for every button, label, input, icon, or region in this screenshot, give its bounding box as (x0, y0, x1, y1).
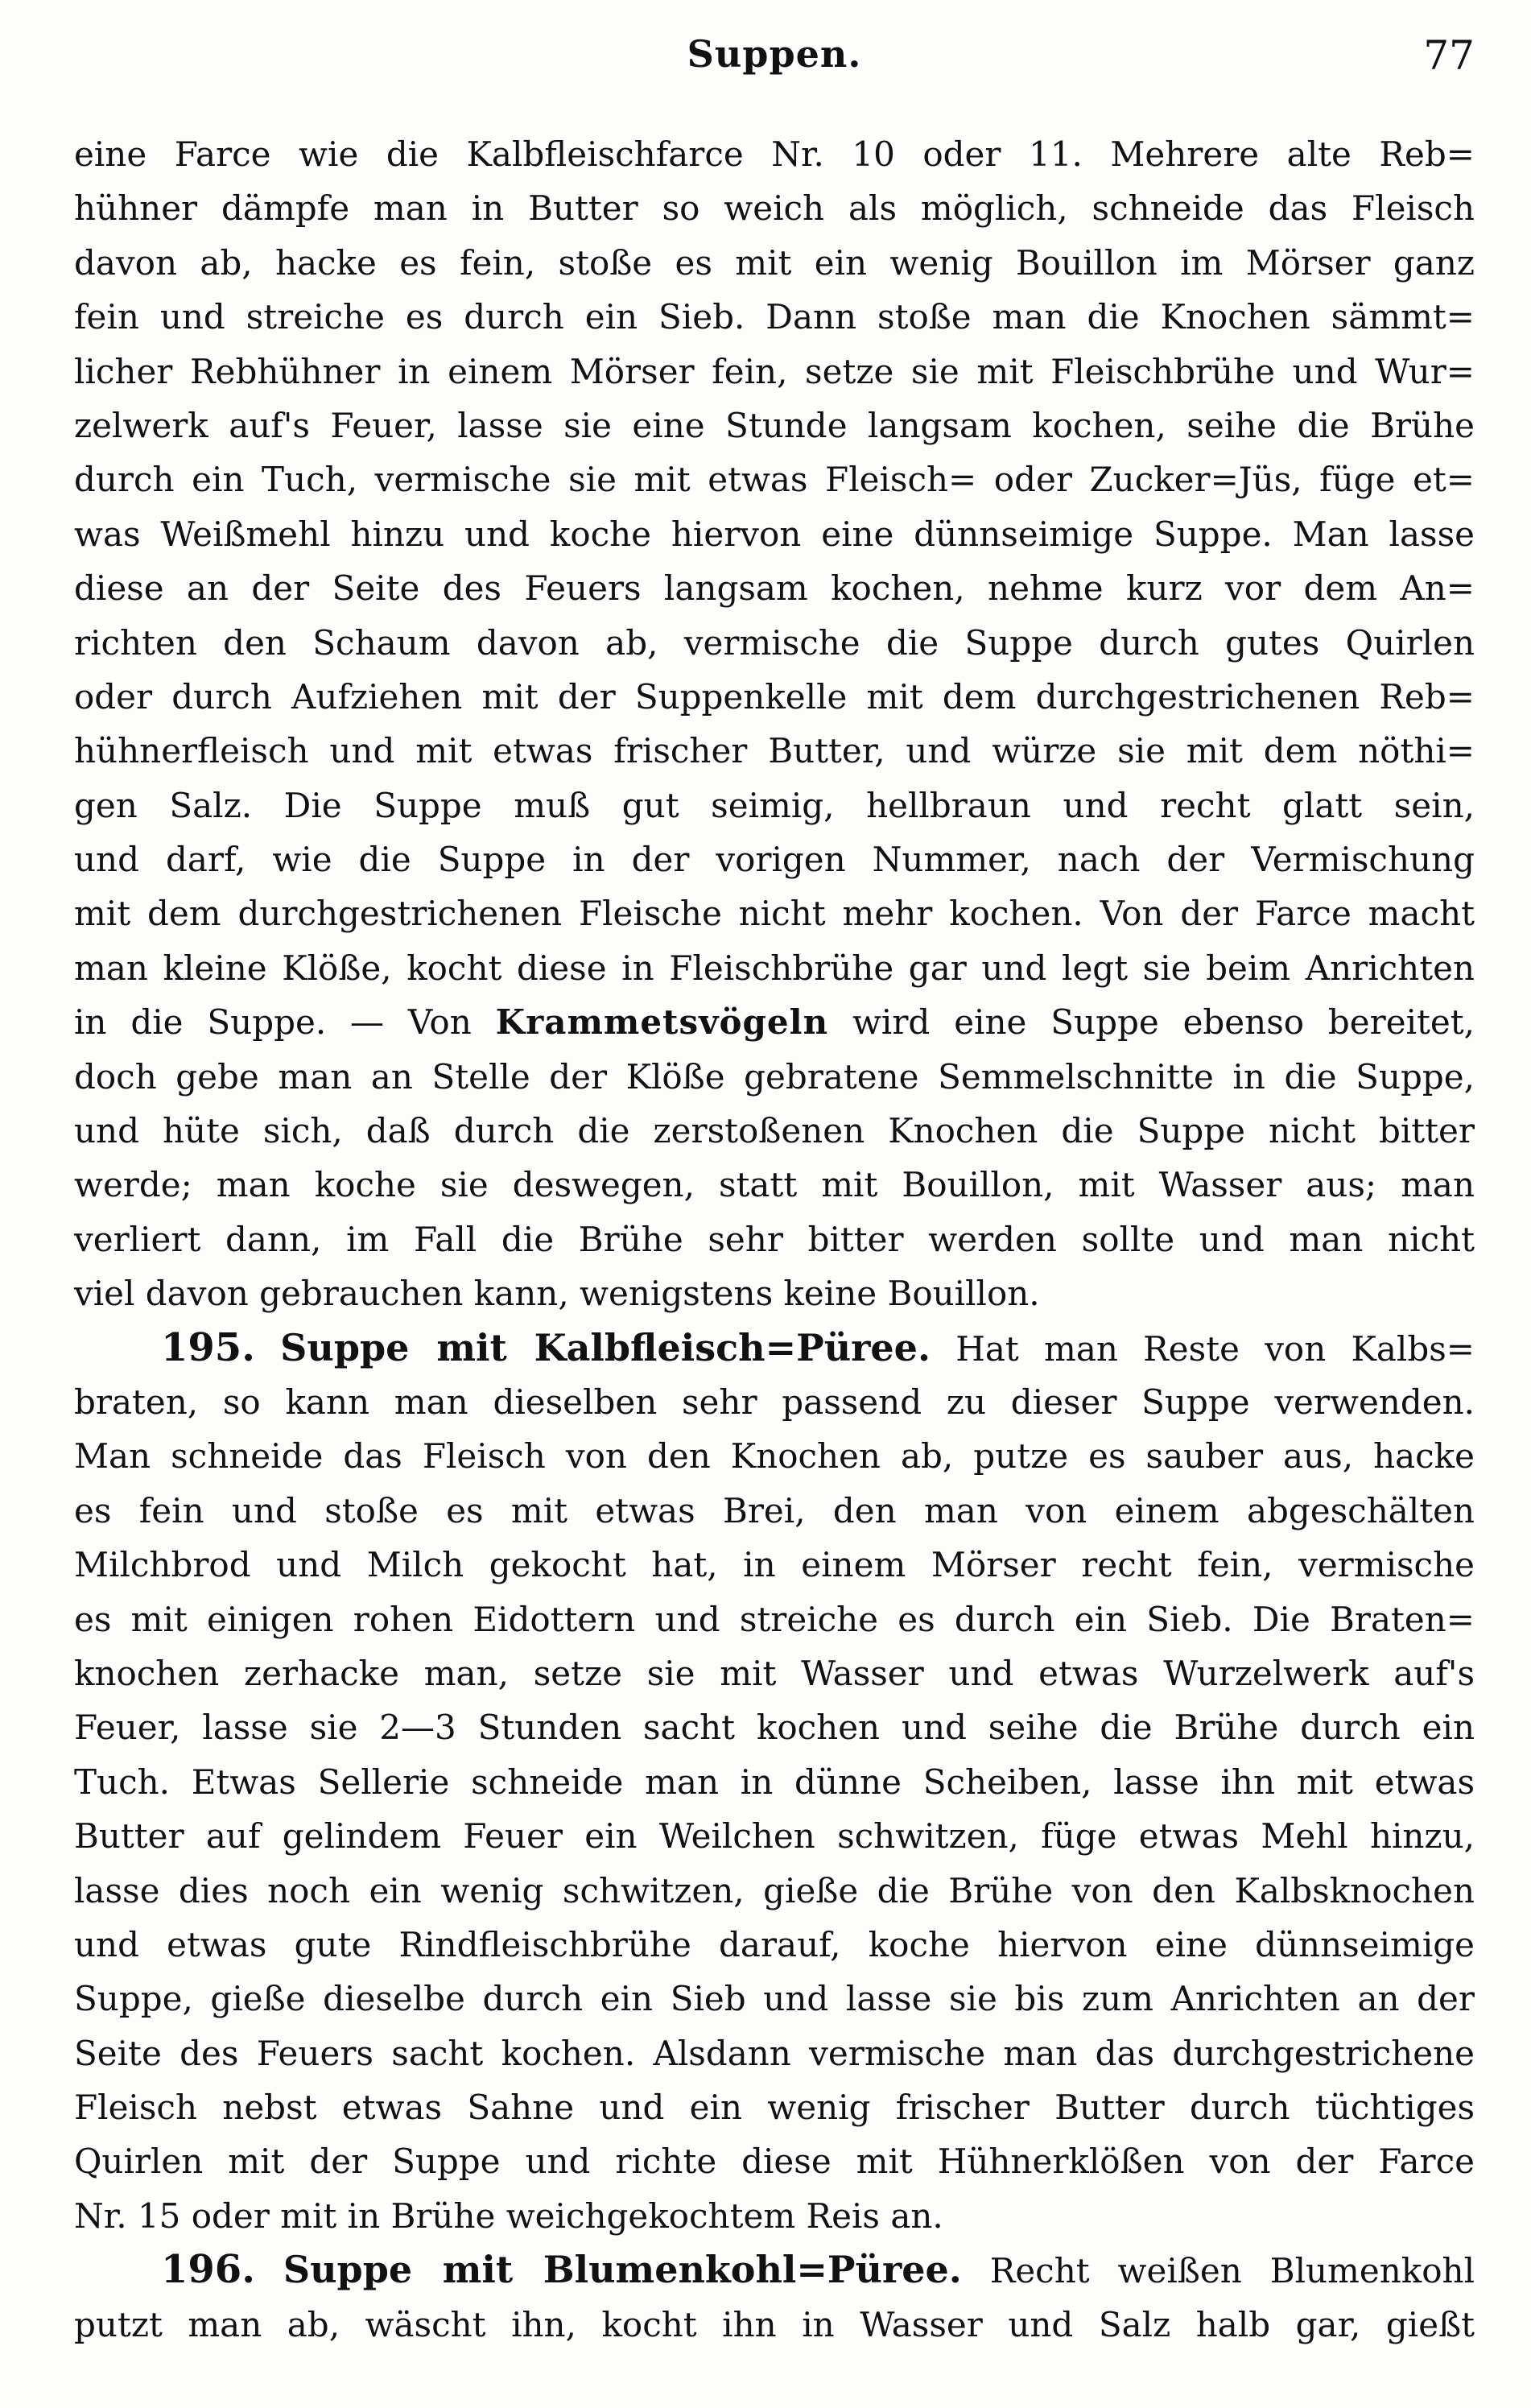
text-line: und darf, wie die Suppe in der vorigen Nummer, nach der Vermischung (74, 840, 1475, 880)
text-line: es fein und stoße es mit etwas Brei, den man von einem abgeschälten (74, 1490, 1475, 1530)
text-line: oder durch Aufziehen mit der Suppenkelle mit dem durchgestrichenen Reb= (74, 676, 1475, 717)
page-number: 77 (1423, 32, 1475, 79)
running-title: Suppen. (687, 32, 862, 76)
text-line: mit dem durchgestrichenen Fleische nicht mehr kochen. Von der Farce macht (74, 894, 1475, 934)
text-line: diese an der Seite des Feuers langsam kochen, nehme kurz vor dem An= (74, 568, 1475, 609)
text-line: Milchbrod und Milch gekocht hat, in einem Mörser recht fein, vermische (74, 1545, 1475, 1585)
text-line: Nr. 15 oder mit in Brühe weichgekochtem Reis an. (74, 2195, 943, 2236)
text-line: Suppe, gieße dieselbe durch ein Sieb und lasse sie bis zum Anrichten an der (74, 1979, 1475, 2019)
text-line: Fleisch nebst etwas Sahne und ein wenig frischer Butter durch tüchtiges (74, 2088, 1475, 2128)
line-text: Recht weißen Blumenkohl (961, 2251, 1475, 2291)
text-line: putzt man ab, wäscht ihn, kocht ihn in Wasser und Salz halb gar, gießt (74, 2304, 1475, 2344)
text-line: davon ab, hacke es fein, stoße es mit ein wenig Bouillon im Mörser ganz (74, 242, 1475, 283)
text-line: durch ein Tuch, vermische sie mit etwas Fleisch= oder Zucker=Jüs, füge et= (74, 460, 1475, 500)
text-line: verliert dann, im Fall die Brühe sehr bitter werden sollte und man nicht (74, 1219, 1475, 1259)
text-line: gen Salz. Die Suppe muß gut seimig, hellbraun und recht glatt sein, (74, 785, 1475, 825)
line-text: Hat man Reste von Kalbs= (930, 1328, 1475, 1369)
text-line: richten den Schaum davon ab, vermische die Suppe durch gutes Quirlen (74, 622, 1475, 663)
text-line: lasse dies noch ein wenig schwitzen, gieße die Brühe von den Kalbsknochen (74, 1870, 1475, 1910)
body-text (74, 127, 1475, 2352)
text-line: Butter auf gelindem Feuer ein Weilchen schwitzen, füge etwas Mehl hinzu, (74, 1816, 1475, 1857)
line-text: in die Suppe. — Von (74, 1002, 496, 1043)
text-line: Feuer, lasse sie 2—3 Stunden sacht kochen und seihe die Brühe durch ein (74, 1708, 1475, 1748)
text-line: eine Farce wie die Kalbfleischfarce Nr. 10 oder 11. Mehrere alte Reb= (74, 134, 1475, 174)
recipe-heading-line (74, 1321, 1475, 1375)
text-line: hühnerfleisch und mit etwas frischer Butter, und würze sie mit dem nöthi= (74, 731, 1475, 771)
recipe-number: 195. (161, 1324, 255, 1370)
text-line: knochen zerhacke man, setze sie mit Wasser und etwas Wurzelwerk auf's (74, 1653, 1475, 1693)
text-line: Quirlen mit der Suppe und richte diese mit Hühnerklößen von der Farce (74, 2142, 1475, 2182)
text-line: fein und streiche es durch ein Sieb. Dann stoße man die Knochen sämmt= (74, 297, 1475, 337)
text-line: zelwerk auf's Feuer, lasse sie eine Stunde langsam kochen, seihe die Brühe (74, 405, 1475, 445)
emphasized-term: Krammetsvögeln (495, 1002, 829, 1043)
text-line: Tuch. Etwas Sellerie schneide man in dünne Scheiben, lasse ihn mit etwas (74, 1762, 1475, 1802)
line-text: wird eine Suppe ebenso bereitet, (828, 1002, 1475, 1043)
text-line: und etwas gute Rindfleischbrühe darauf, koche hiervon eine dünnseimige (74, 1924, 1475, 1964)
text-line: Seite des Feuers sacht kochen. Alsdann vermische man das durchgestrichene (74, 2033, 1475, 2073)
recipe-number: 196. (161, 2247, 255, 2293)
text-line: doch gebe man an Stelle der Klöße gebratene Semmelschnitte in die Suppe, (74, 1056, 1475, 1097)
text-line: werde; man koche sie deswegen, statt mit Bouillon, mit Wasser aus; man (74, 1165, 1475, 1205)
recipe-title: Suppe mit Blumenkohl=Püree. (283, 2248, 962, 2292)
text-line: braten, so kann man dieselben sehr passend zu dieser Suppe verwenden. (74, 1382, 1475, 1422)
text-line: man kleine Klöße, kocht diese in Fleischbrühe gar und legt sie beim Anrichten (74, 948, 1475, 988)
recipe-title: Suppe mit Kalbfleisch=Püree. (280, 1325, 931, 1369)
text-line: und hüte sich, daß durch die zerstoßenen Knochen die Suppe nicht bitter (74, 1111, 1475, 1151)
page-header (74, 32, 1475, 97)
text-line: was Weißmehl hinzu und koche hiervon eine dünnseimige Suppe. Man lasse (74, 514, 1475, 554)
text-line: Man schneide das Fleisch von den Knochen ab, putze es sauber aus, hacke (74, 1436, 1475, 1477)
recipe-heading-line (74, 2243, 1475, 2297)
text-line: es mit einigen rohen Eidottern und streiche es durch ein Sieb. Die Braten= (74, 1599, 1475, 1639)
text-line: hühner dämpfe man in Butter so weich als möglich, schneide das Fleisch (74, 188, 1475, 229)
text-line: viel davon gebrauchen kann, wenigstens keine Bouillon. (74, 1274, 1040, 1314)
text-line: licher Rebhühner in einem Mörser fein, setze sie mit Fleischbrühe und Wur= (74, 351, 1475, 391)
text-line-with-emphasis (74, 995, 1475, 1049)
